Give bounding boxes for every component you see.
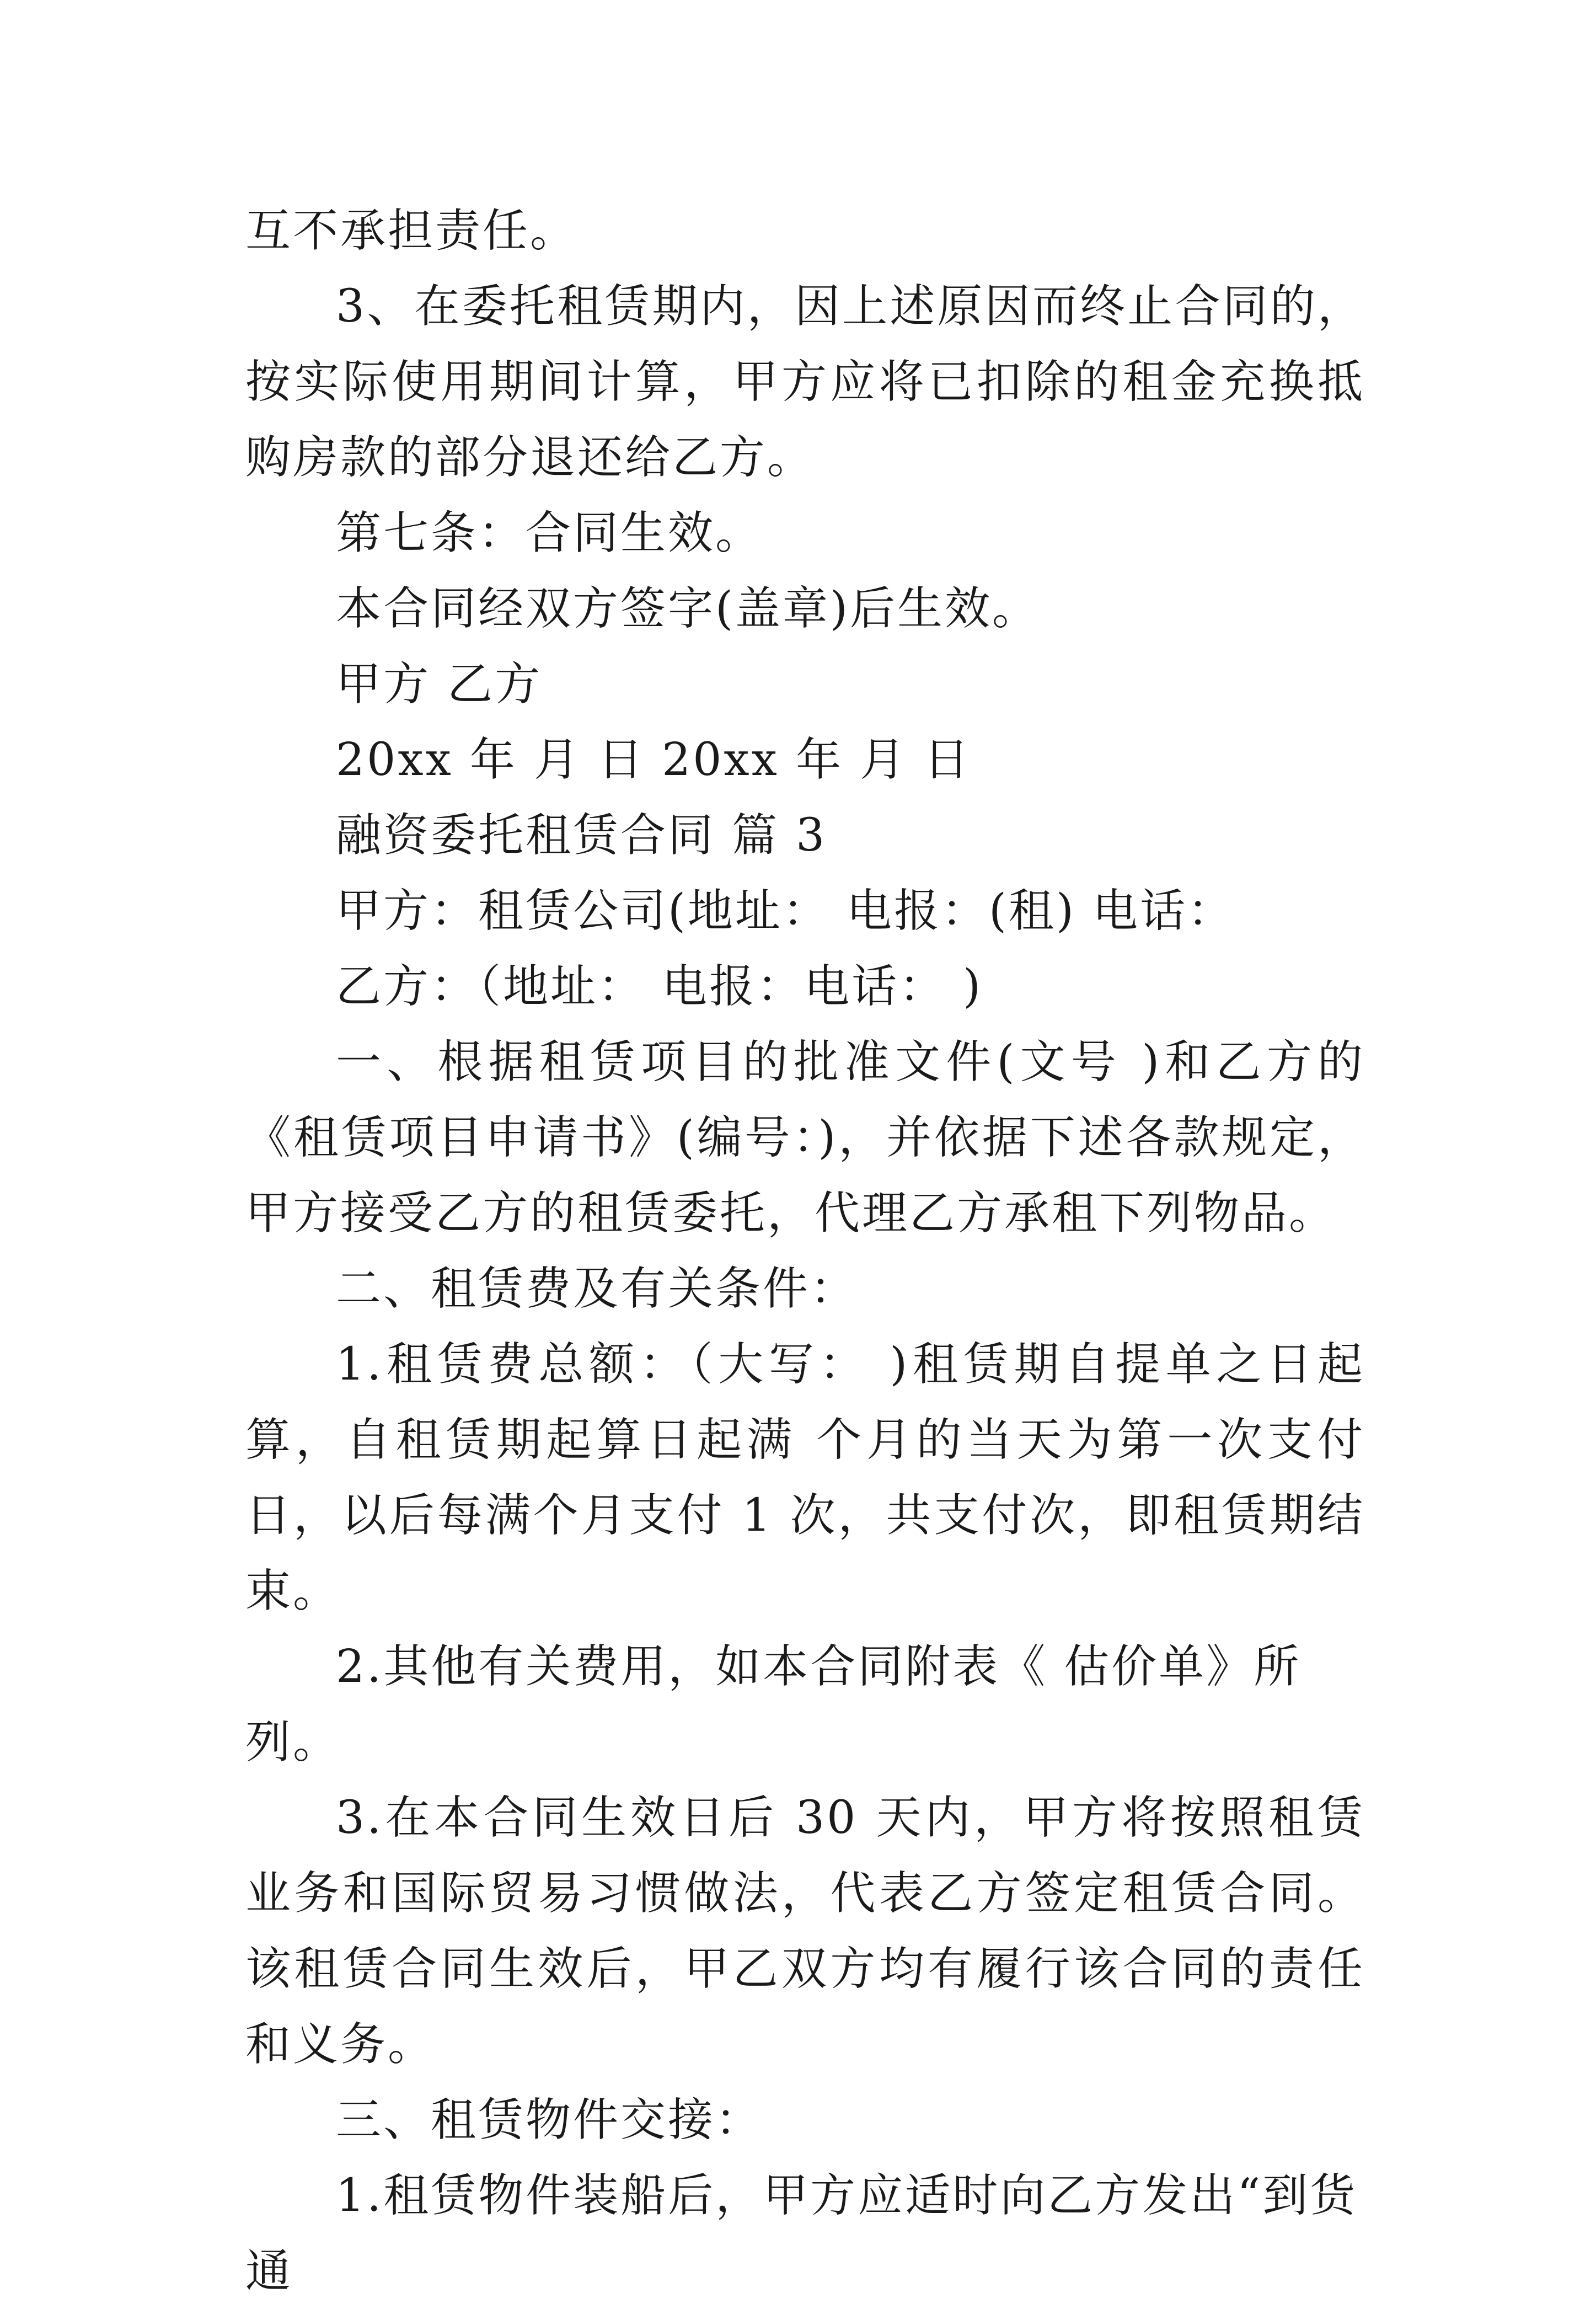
paragraph: 一、根据租赁项目的批准文件(文号 )和乙方的 《租赁项目申请书》(编号：)，并依据下述各款规定，甲方接受乙方的租赁委托，代理乙方承租下列物品。 [245, 1036, 1365, 1239]
paragraph: 互不承担责任。 [245, 205, 578, 257]
section-heading: 三、租赁物件交接： [336, 2094, 763, 2146]
party-a-info: 甲方：租赁公司(地址： 电报：(租) 电话： [336, 885, 1235, 937]
paragraph: 1.租赁费总额：（大写： )租赁期自提单之日起算，自租赁期起算日起满 个月的当天为第一次支付日，以后每满个月支付 1 次，共支付次，即租赁期结束。 [245, 1338, 1365, 1617]
paragraph: 3、在委托租赁期内，因上述原因而终止合同的，按实际使用期间计算，甲方应将已扣除的租金充换抵购房款的部分退还给乙方。 [245, 280, 1365, 484]
signature-parties: 甲方 乙方 [336, 658, 543, 710]
contract-title: 融资委托租赁合同 篇 3 [336, 809, 827, 862]
paragraph: 本合同经双方签字(盖章)后生效。 [336, 582, 1040, 635]
paragraph: 3.在本合同生效日后 30 天内，甲方将按照租赁业务和国际贸易习惯做法，代表乙方签定租赁合同。该租赁合同生效后，甲乙双方均有履行该合同的责任和义务。 [245, 1792, 1365, 2071]
party-b-info: 乙方：（地址： 电报：电话： ) [336, 960, 983, 1013]
document-body [245, 193, 1365, 2309]
paragraph: 1.租赁物件装船后，甲方应适时向乙方发出“到货通 [245, 2169, 1358, 2297]
section-heading: 第七条：合同生效。 [336, 507, 763, 559]
section-heading: 二、租赁费及有关条件： [336, 1263, 858, 1315]
signature-dates: 20xx 年 月 日 20xx 年 月 日 [336, 734, 972, 786]
paragraph: 2.其他有关费用，如本合同附表《 估价单》所列。 [245, 1640, 1302, 1768]
